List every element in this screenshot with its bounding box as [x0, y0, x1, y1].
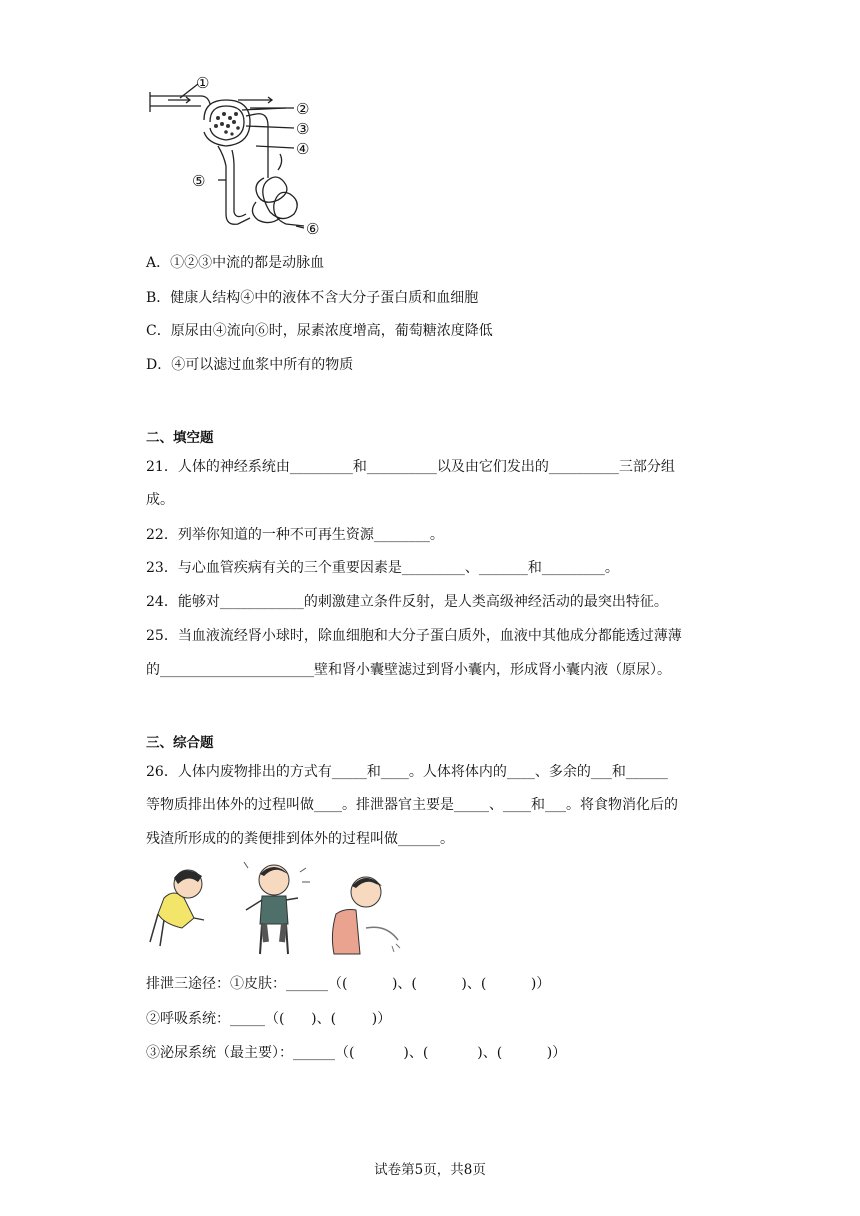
page-footer: 试卷第5页，共8页 [374, 1162, 486, 1178]
question-26-line1: 26．人体内废物排出的方式有_____和____。人体将体内的____、多余的___和______ [146, 764, 668, 780]
urinating-person-icon [332, 877, 400, 954]
option-c: C．原尿由④流向⑥时，尿素浓度增高，葡萄糖浓度降低 [146, 323, 493, 339]
option-d: D．④可以滤过血浆中所有的物质 [146, 357, 354, 373]
excretion-route-3: ③泌尿系统（最主要）：______（( )、( )、( )） [146, 1045, 567, 1061]
label-2: ② [296, 100, 310, 118]
label-5: ⑤ [192, 172, 206, 190]
question-21-line2: 成。 [146, 492, 174, 508]
section-heading-fill-in: 二、填空题 [146, 430, 214, 446]
label-3: ③ [296, 120, 310, 138]
section-heading-comprehensive: 三、综合题 [146, 735, 214, 751]
nephron-diagram [146, 74, 346, 242]
label-4: ④ [296, 140, 310, 158]
option-b: B．健康人结构④中的液体不含大分子蛋白质和血细胞 [146, 290, 479, 306]
question-25-line1: 25．当血液流经肾小球时，除血细胞和大分子蛋白质外，血液中其他成分都能透过薄薄 [146, 628, 682, 644]
question-22: 22．列举你知道的一种不可再生资源________。 [146, 527, 444, 543]
question-26-line3: 残渣所形成的的粪便排到体外的过程叫做______。 [146, 831, 454, 847]
question-25-line2: 的______________________壁和肾小囊壁滤过到肾小囊内，形成肾小囊内液（原尿）。 [146, 662, 671, 678]
question-23: 23．与心血管疾病有关的三个重要因素是_________、_______和_________。 [146, 560, 619, 576]
question-26-line2: 等物质排出体外的过程叫做____。排泄器官主要是_____、____和___。将食物消化后的 [146, 797, 678, 813]
breathing-person-icon [244, 862, 310, 954]
excretion-route-1: 排泄三途径：①皮肤：______（( )、( )、( )） [146, 976, 551, 992]
question-24: 24．能够对____________的刺激建立条件反射，是人类高级神经活动的最突出特征。 [146, 594, 668, 610]
label-6: ⑥ [306, 220, 320, 238]
label-1: ① [196, 74, 210, 92]
excretion-route-2: ②呼吸系统：_____（( )、( )） [146, 1011, 392, 1027]
option-a: A．①②③中流的都是动脉血 [146, 255, 325, 271]
sweating-person-icon [150, 870, 204, 946]
excretion-illustration [144, 858, 404, 966]
question-21-line1: 21．人体的神经系统由_________和__________以及由它们发出的__________三部分组 [146, 459, 675, 475]
